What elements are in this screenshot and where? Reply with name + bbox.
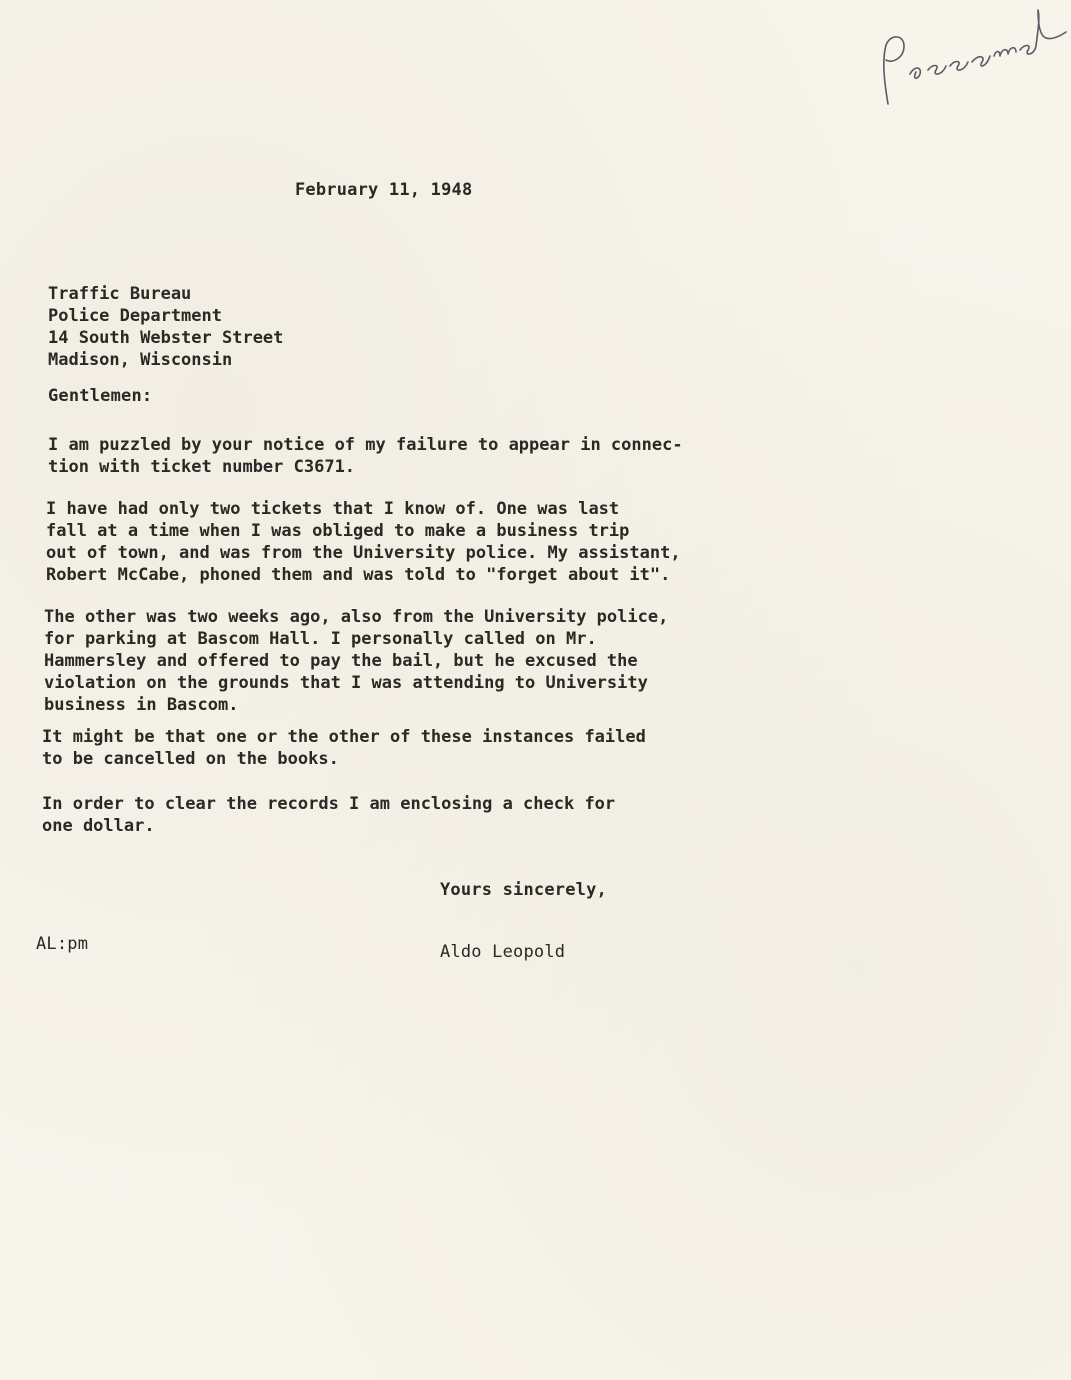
- handwritten-annotation: [870, 0, 1070, 120]
- paragraph-line: one dollar.: [42, 816, 155, 836]
- address-line: Madison, Wisconsin: [48, 350, 233, 370]
- body-paragraph: [46, 498, 681, 586]
- paragraph-line: In order to clear the records I am enclosing a check for: [42, 794, 616, 814]
- body-paragraph: [42, 793, 615, 837]
- closing: Yours sincerely,: [440, 880, 607, 900]
- paragraph-line: The other was two weeks ago, also from the University police,: [44, 607, 669, 627]
- paragraph-line: Hammersley and offered to pay the bail, but he excused the: [44, 651, 638, 671]
- recipient-address: [48, 283, 283, 371]
- paragraph-line: It might be that one or the other of these instances failed: [42, 727, 646, 747]
- paragraph-line: to be cancelled on the books.: [42, 749, 339, 769]
- address-line: 14 South Webster Street: [48, 328, 284, 348]
- paragraph-line: out of town, and was from the University police. My assistant,: [46, 543, 681, 563]
- letter-date: February 11, 1948: [295, 180, 473, 200]
- paragraph-line: violation on the grounds that I was attending to University: [44, 673, 648, 693]
- paragraph-line: business in Bascom.: [44, 695, 239, 715]
- salutation: Gentlemen:: [48, 386, 153, 406]
- paragraph-line: I have had only two tickets that I know of. One was last: [46, 499, 620, 519]
- body-paragraph: [42, 726, 646, 770]
- paragraph-line: fall at a time when I was obliged to make a business trip: [46, 521, 630, 541]
- annotation-text: Personal: [870, 0, 875, 1]
- body-paragraph: [48, 434, 683, 478]
- address-line: Traffic Bureau: [48, 284, 192, 304]
- address-line: Police Department: [48, 306, 222, 326]
- body-paragraph: [44, 606, 668, 716]
- typist-initials: AL:pm: [36, 934, 89, 954]
- paragraph-line: tion with ticket number C3671.: [48, 457, 356, 477]
- paragraph-line: Robert McCabe, phoned them and was told to "forget about it".: [46, 565, 671, 585]
- paragraph-line: for parking at Bascom Hall. I personally called on Mr.: [44, 629, 597, 649]
- paragraph-line: I am puzzled by your notice of my failure to appear in connec-: [48, 435, 683, 455]
- signature-name: Aldo Leopold: [440, 942, 566, 962]
